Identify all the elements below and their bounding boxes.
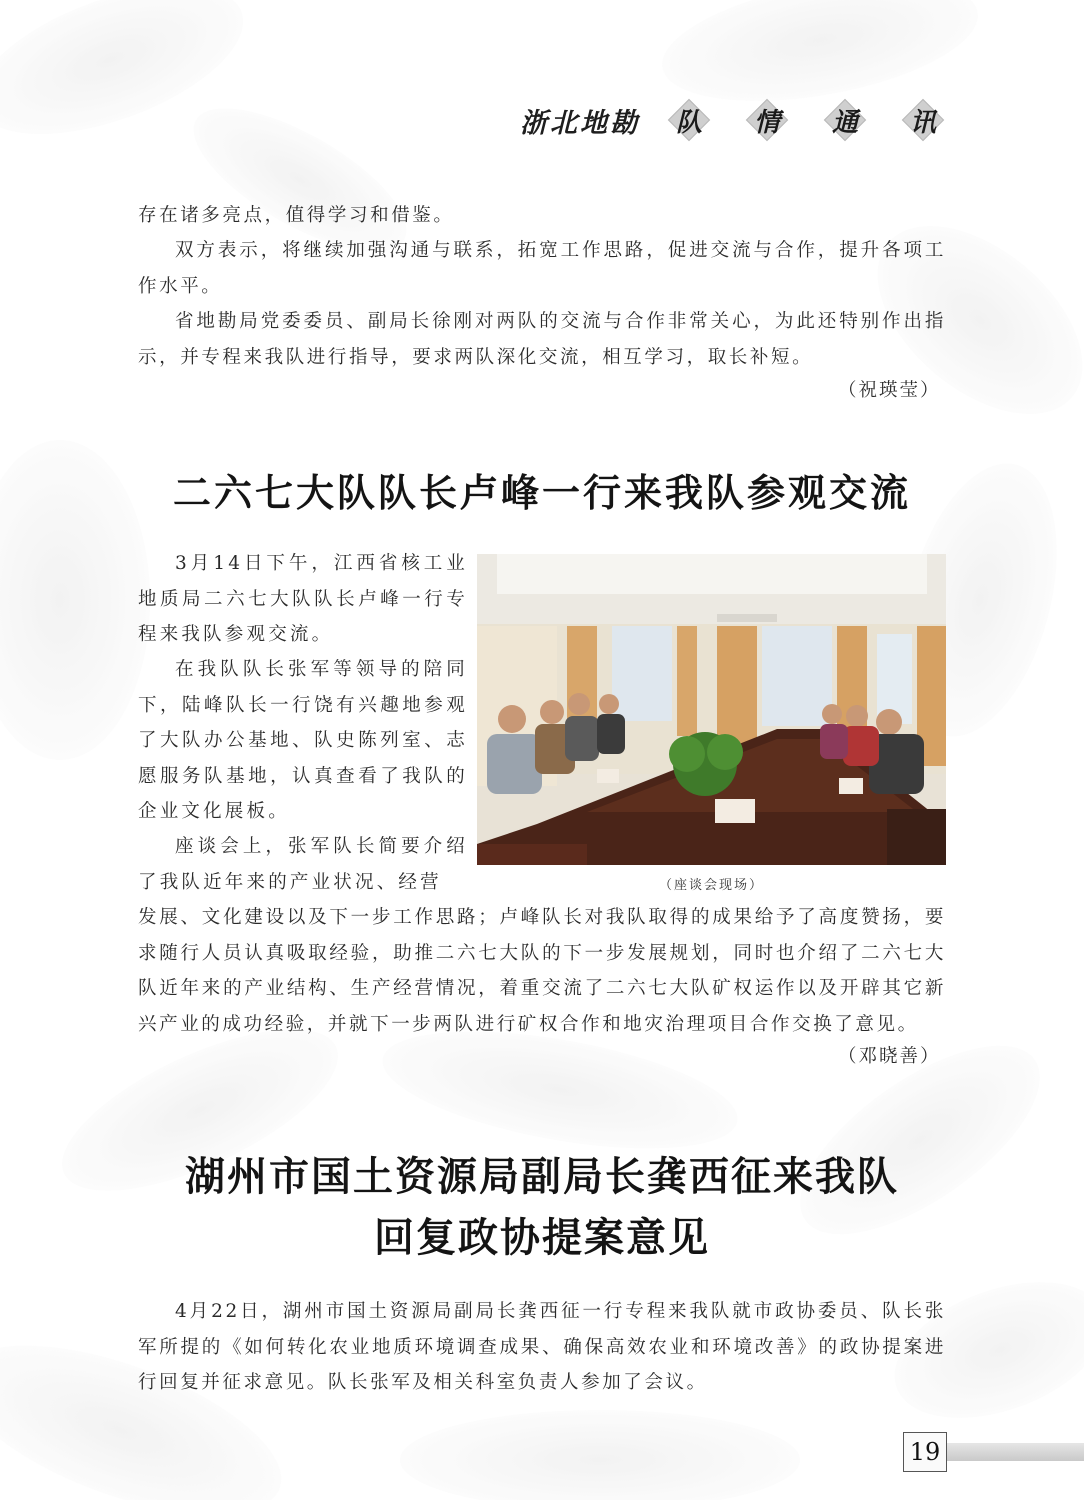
masthead-org: 浙北地勘 — [520, 107, 640, 139]
masthead-char — [904, 101, 942, 139]
masthead-char — [748, 101, 786, 139]
masthead-char — [826, 101, 864, 139]
article3-title-line2: 回复政协提案意见 — [374, 1215, 710, 1261]
article2-author: （邓晓善） — [838, 1046, 941, 1067]
article1-paragraph: 双方表示，将继续加强沟通与联系，拓宽工作思路，促进交流与合作，提升各项工作水平。 — [138, 240, 946, 297]
masthead-char-text: 情 — [753, 107, 780, 138]
masthead-char-text: 队 — [675, 107, 702, 138]
article2-title: 二六七大队队长卢峰一行来我队参观交流 — [172, 471, 911, 515]
article3-title-line1: 湖州市国土资源局副局长龚西征来我队 — [185, 1154, 899, 1200]
article2-paragraph: 座谈会上，张军队长简要介绍了我队近年来的产业状况、经营 — [138, 836, 468, 893]
page-number: 19 — [903, 1432, 947, 1472]
article1-author: （祝瑛莹） — [838, 380, 941, 401]
masthead-char-text: 通 — [831, 107, 858, 138]
photo-caption: （座谈会现场） — [658, 878, 764, 893]
meeting-photo — [477, 554, 946, 865]
masthead-title — [670, 101, 942, 139]
masthead — [520, 100, 960, 140]
page-number-bar — [945, 1443, 1084, 1461]
article1-paragraph: 存在诸多亮点，值得学习和借鉴。 — [138, 205, 455, 226]
masthead-char-text: 讯 — [909, 107, 936, 138]
article1-paragraph: 省地勘局党委委员、副局长徐刚对两队的交流与合作非常关心，为此还特别作出指示，并专程来我队进行指导，要求两队深化交流，相互学习，取长补短。 — [138, 311, 946, 368]
masthead-char — [670, 101, 708, 139]
article3-paragraph: 4月22日，湖州市国土资源局副局长龚西征一行专程来我队就市政协委员、队长张军所提的《如何转化农业地质环境调查成果、确保高效农业和环境改善》的政协提案进行回复并征求意见。队长张军及相关科室负责人参加了会议。 — [138, 1301, 946, 1393]
article2-paragraph: 3月14日下午，江西省核工业地质局二六七大队队长卢峰一行专程来我队参观交流。 — [138, 553, 468, 645]
article2-paragraph: 发展、文化建设以及下一步工作思路；卢峰队长对我队取得的成果给予了高度赞扬，要求随行人员认真吸取经验，助推二六七大队的下一步发展规划，同时也介绍了二六七大队近年来的产业结构、生产经营情况，着重交流了二六七大队矿权运作以及开辟其它新兴产业的成功经验，并就下一步两队进行矿权合作和地灾治理项目合作交换了意见。 — [138, 907, 946, 1035]
article2-paragraph: 在我队队长张军等领导的陪同下，陆峰队长一行饶有兴趣地参观了大队办公基地、队史陈列室、志愿服务队基地，认真查看了我队的企业文化展板。 — [138, 659, 468, 822]
